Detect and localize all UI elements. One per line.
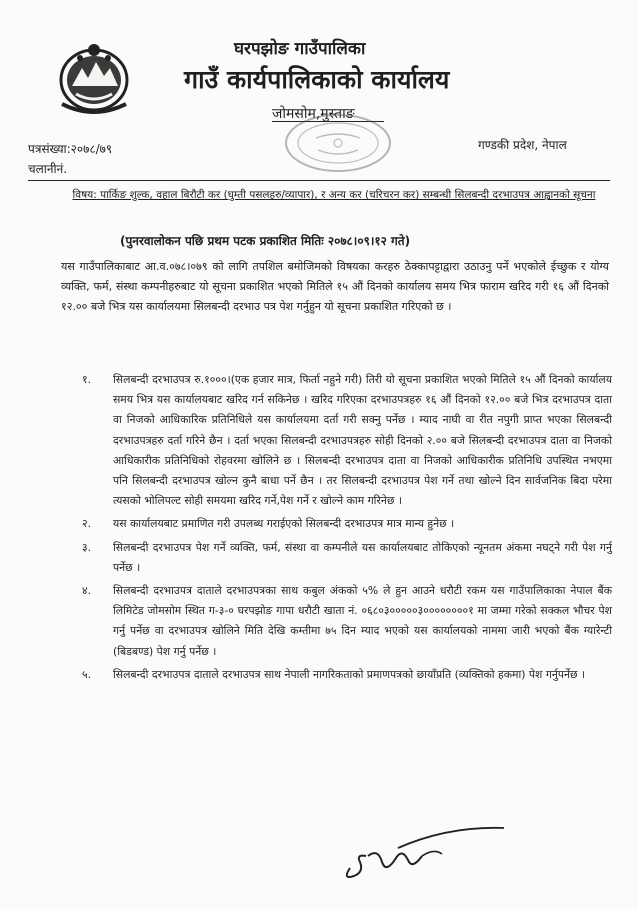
reference-number: पत्रसंख्या:२०७८/७९ — [28, 142, 113, 156]
intro-paragraph: यस गाउँपालिकाबाट आ.व.०७८।०७९ को लागि तपशिल बमोजिमको विषयका करहरु ठेक्कापट्टाद्वारा उठाउनु पर्ने भएकोले ईच्छुक र योग्य व्यक्ति, फर्म, संस्था कम्पनीहरुबाट यो सूचना प्रकाशित भएको मितिले १५ औं दिनको कार्यालय समय भित्र फाराम खरिद गरी १६ औं दिनको १२.०० बजे भित्र यस कार्यालयमा सिलबन्दी दरभाउ पत्र पेश गर्नुहुन यो सूचना प्रकाशित गरिएको छ । — [61, 260, 609, 313]
list-item — [82, 581, 612, 662]
item-text: सिलबन्दी दरभाउपत्र पेश गर्ने व्यक्ति, फर्म, संस्था वा कम्पनीले यस कार्यालयबाट तोकिएको न्यूनतम अंकमा नघट्ने गरी पेश गर्नु पर्नेछ । — [113, 540, 612, 574]
item-number: ५. — [82, 667, 92, 681]
header-divider — [28, 180, 610, 181]
handwritten-signature-icon — [338, 818, 510, 886]
list-item — [82, 370, 612, 511]
dispatch-number: चलानीनं. — [28, 162, 68, 176]
office-name: गाउँ कार्यपालिकाको कार्यालय — [184, 65, 450, 94]
item-number: १. — [82, 373, 92, 386]
list-item — [82, 538, 612, 578]
org-name: घरपझोङ गाउँपालिका — [234, 39, 366, 59]
terms-list — [82, 370, 612, 688]
office-address: जोमसोम,मुस्ताङ — [272, 106, 355, 122]
item-number: २. — [82, 517, 92, 531]
province-label: गण्डकी प्रदेश, नेपाल — [478, 138, 567, 152]
item-number: ४. — [82, 584, 92, 598]
nepal-government-emblem-icon — [52, 38, 136, 116]
item-text: सिलबन्दी दरभाउपत्र दाताले दरभाउपत्र साथ नेपाली नागरिकताको प्रमाणपत्रको छायाँप्रति (व्यक्तिको हकमा) पेश गर्नुपर्नेछ । — [113, 667, 586, 681]
item-number: ३. — [82, 540, 92, 554]
notice-subject: विषय: पार्किङ शुल्क, वहाल बिरौटी कर (घुम्ती पसलहरु/व्यापार), र अन्य कर (चरिचरन कर) सम्बन्धी सिलबन्दी दरभाउपत्र आह्वानको सूचना — [72, 189, 596, 201]
item-text: सिलबन्दी दरभाउपत्र रु.१०००।(एक हजार मात्र, फिर्ता नहुने गरी) तिरी यो सूचना प्रकाशित भएको मितिले १५ औं दिनको कार्यालय समय भित्र यस कार्यालयबाट खरिद गर्न सकिनेछ । खरिद गरिएका दरभाउपत्रहरु १६ औं दिनको १२.०० बजे भित्र दरभाउपत्र दाता वा निजको आधिकारिक प्रतिनिधिले यस कार्यालयमा दर्ता गरी सक्नु पर्नेछ । म्याद नाघी वा रीत नपुगी प्राप्त भएका सिलबन्दी दरभाउपत्रहरु दर्ता गरिने छैन । दर्ता भएका सिलबन्दी दरभाउपत्रहरु सोही दिनको २.०० बजे सिलबन्दी दरभाउपत्र दाता वा निजको आधिकारीक प्रतिनिधिको रोहवरमा खोलिने छ । सिलबन्दी दरभाउपत्र दाता वा निजको आधिकारीक प्रतिनिधि उपस्थित नभएमा पनि सिलबन्दी दरभाउपत्र खोल्न कुनै बाधा पर्ने छैन । तर सिलबन्दी दरभाउपत्र पेश गर्ने तथा खोल्ने दिन सार्वजनिक बिदा परेमा त्यसको भोलिपल्ट सोही समयमा खरिद गर्ने,पेश गर्ने र खोल्ने काम गरिनेछ । — [113, 373, 612, 508]
office-seal-stamp-icon — [282, 112, 394, 174]
list-item — [82, 514, 612, 534]
item-text: यस कार्यालयबाट प्रमाणित गरी उपलब्ध गराईएको सिलबन्दी दरभाउपत्र मात्र मान्य हुनेछ । — [113, 517, 455, 531]
item-text: सिलबन्दी दरभाउपत्र दाताले दरभाउपत्रका साथ कबुल अंकको ५% ले हुन आउने धरौटी रकम यस गाउँपालिकाका नेपाल बैंक लिमिटेड जोमसोम स्थित ग-३-० घरपझोङ गापा धरौटी खाता नं. ०६८०३०००००३००००००००१ मा जम्मा गरेको सक्कल भौचर पेश गर्नु पर्नेछ वा दरभाउपत्र खोलिने मिति देखि कम्तीमा ७५ दिन म्याद भएको यस कार्यालयको नाममा जारी भएको बैंक ग्यारेन्टी (बिडबण्ड) पेश गर्नु पर्नेछ । — [113, 584, 612, 658]
reissue-date-note: (पुनरवालोकन पछि प्रथम पटक प्रकाशित मितिः २०७८।०९।१२ गते) — [120, 234, 411, 248]
list-item — [82, 665, 612, 685]
